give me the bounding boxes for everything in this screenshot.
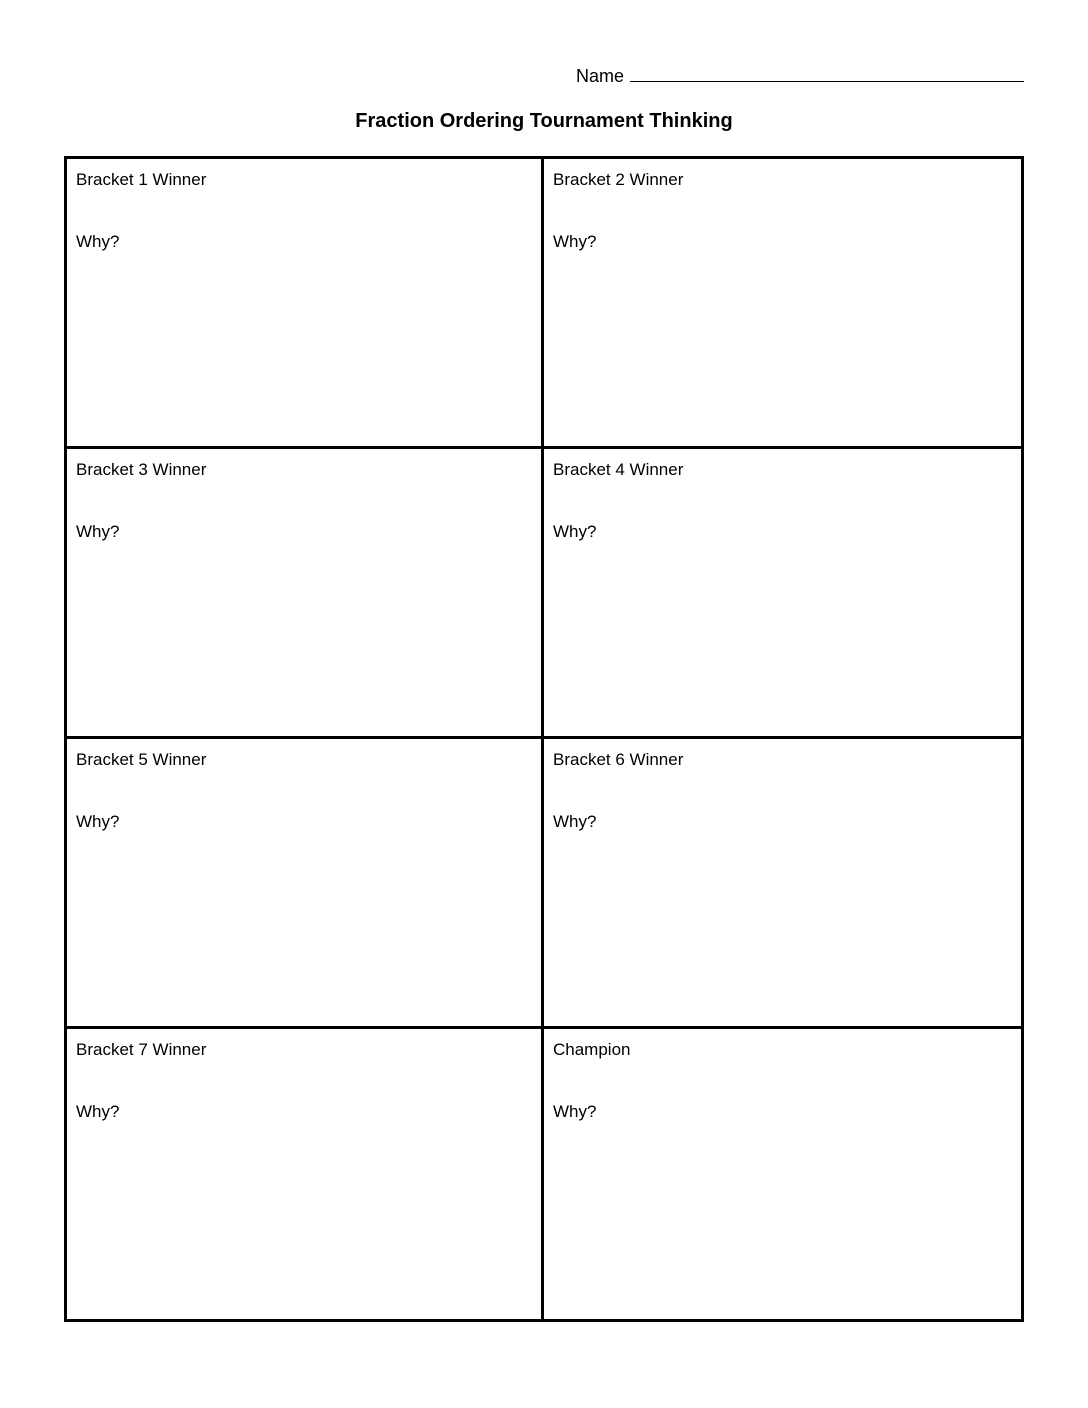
champion-box[interactable] xyxy=(544,1029,1021,1319)
bracket-2-label: Bracket 2 Winner xyxy=(553,170,684,189)
bracket-3-box[interactable] xyxy=(67,449,544,739)
bracket-5-box[interactable] xyxy=(67,739,544,1029)
name-label: Name xyxy=(576,66,625,86)
bracket-4-label: Bracket 4 Winner xyxy=(553,460,684,479)
bracket-7-box[interactable] xyxy=(67,1029,544,1319)
bracket-5-why: Why? xyxy=(76,812,120,831)
bracket-4-why: Why? xyxy=(553,522,597,541)
bracket-4-box[interactable] xyxy=(544,449,1021,739)
bracket-7-why: Why? xyxy=(76,1102,120,1121)
bracket-5-label: Bracket 5 Winner xyxy=(76,750,207,769)
name-blank-line[interactable] xyxy=(630,63,1024,82)
bracket-1-box[interactable] xyxy=(67,159,544,449)
bracket-7-label: Bracket 7 Winner xyxy=(76,1040,207,1059)
name-field[interactable] xyxy=(576,62,1024,86)
bracket-1-why: Why? xyxy=(76,232,120,251)
champion-why: Why? xyxy=(553,1102,597,1121)
champion-label: Champion xyxy=(553,1040,631,1059)
bracket-6-label: Bracket 6 Winner xyxy=(553,750,684,769)
bracket-6-box[interactable] xyxy=(544,739,1021,1029)
bracket-2-box[interactable] xyxy=(544,159,1021,449)
bracket-3-why: Why? xyxy=(76,522,120,541)
bracket-2-why: Why? xyxy=(553,232,597,251)
bracket-6-why: Why? xyxy=(553,812,597,831)
bracket-3-label: Bracket 3 Winner xyxy=(76,460,207,479)
bracket-grid xyxy=(64,156,1024,1322)
bracket-1-label: Bracket 1 Winner xyxy=(76,170,207,189)
page-title: Fraction Ordering Tournament Thinking xyxy=(355,110,733,132)
